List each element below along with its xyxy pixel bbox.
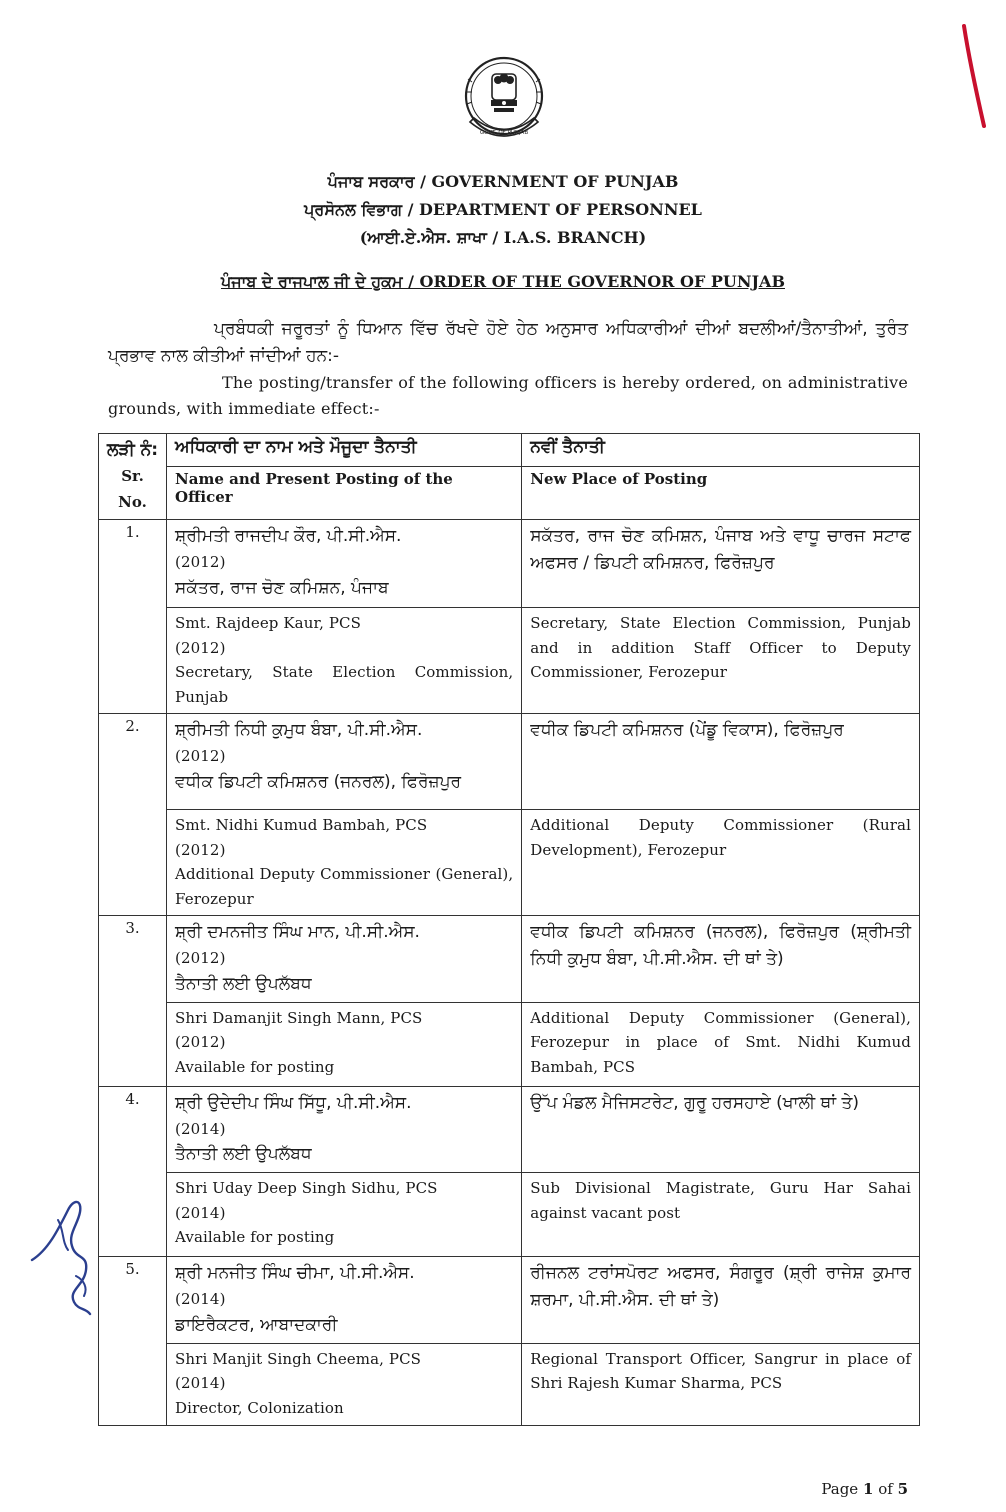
intro-punjabi: ਪ੍ਰਬੰਧਕੀ ਜਰੂਰਤਾਂ ਨੂੰ ਧਿਆਨ ਵਿੱਚ ਰੱਖਦੇ ਹੋਏ ਹੇਠ ਅਨੁਸਾਰ ਅਧਿਕਾਰੀਆਂ ਦੀਆਂ ਬਦਲੀਆਂ/ਤੈਨਾਤੀਆਂ, ਤੁਰੰਤ ਪ੍ਰਭਾਵ ਨਾਲ ਕੀਤੀਆਂ ਜਾਂਦੀਆਂ ਹਨ:- bbox=[108, 319, 908, 366]
new-post-english: Additional Deputy Commissioner (Rural Development), Ferozepur bbox=[530, 816, 911, 859]
officer-batch: (2012) bbox=[175, 553, 226, 571]
row-sr-no: 2. bbox=[99, 714, 167, 916]
present-post-punjabi: ਤੈਨਾਤੀ ਲਈ ਉਪਲੱਬਧ bbox=[175, 973, 312, 994]
new-posting-english bbox=[522, 608, 920, 714]
new-post-punjabi: ਰੀਜਨਲ ਟਰਾਂਸਪੋਰਟ ਅਫਸਰ, ਸੰਗਰੂਰ (ਸ਼੍ਰੀ ਰਾਜੇਸ਼ ਕੁਮਾਰ ਸ਼ਰਮਾ, ਪੀ.ਸੀ.ਐਸ. ਦੀ ਥਾਂ ਤੇ) bbox=[530, 1263, 911, 1310]
officer-batch: (2014) bbox=[175, 1203, 226, 1222]
header-department: ਪ੍ਰਸੋਨਲ ਵਿਭਾਗ / DEPARTMENT OF PERSONNEL bbox=[304, 200, 702, 219]
new-posting-english bbox=[522, 810, 920, 916]
officer-name-punjabi: ਸ਼੍ਰੀ ਮਨਜੀਤ ਸਿੰਘ ਚੀਮਾ, ਪੀ.ਸੀ.ਐਸ. bbox=[175, 1263, 415, 1283]
row-sr-no: 5. bbox=[99, 1257, 167, 1426]
new-post-punjabi: ਉੱਪ ਮੰਡਲ ਮੈਜਿਸਟਰੇਟ, ਗੁਰੂ ਹਰਸਹਾਏ (ਖਾਲੀ ਥਾਂ ਤੇ) bbox=[530, 1092, 859, 1113]
officer-batch: (2014) bbox=[175, 1290, 226, 1308]
table-row bbox=[99, 810, 920, 916]
new-posting-punjabi bbox=[522, 1086, 920, 1173]
present-post-english: Available for posting bbox=[175, 1228, 335, 1246]
header-new-punjabi: ਨਵੀਂ ਤੈਨਾਤੀ bbox=[522, 434, 920, 467]
order-title: ਪੰਜਾਬ ਦੇ ਰਾਜਪਾਲ ਜੀ ਦੇ ਹੁਕਮ / ORDER OF THE GOVERNOR OF PUNJAB bbox=[220, 272, 785, 291]
officer-batch: (2012) bbox=[175, 949, 226, 967]
officer-name-english: Shri Manjit Singh Cheema, PCS bbox=[175, 1349, 422, 1368]
table-row bbox=[99, 608, 920, 714]
officer-batch: (2014) bbox=[175, 1119, 226, 1138]
officer-name-punjabi: ਸ਼੍ਰੀ ਉਦੇਦੀਪ ਸਿੰਘ ਸਿੱਧੂ, ਪੀ.ਸੀ.ਐਸ. bbox=[175, 1092, 412, 1113]
officer-batch: (2012) bbox=[175, 840, 226, 859]
present-posting-english bbox=[167, 1002, 522, 1086]
present-post-english: Additional Deputy Commissioner (General), Ferozepur bbox=[175, 865, 514, 908]
present-post-english: Director, Colonization bbox=[175, 1398, 344, 1417]
page-label: Page bbox=[821, 1480, 859, 1498]
table-row bbox=[99, 1086, 920, 1173]
officer-name-punjabi: ਸ਼੍ਰੀਮਤੀ ਨਿਧੀ ਕੁਮੁਧ ਬੰਬਾ, ਪੀ.ਸੀ.ਐਸ. bbox=[175, 720, 423, 740]
row-sr-no: 1. bbox=[99, 520, 167, 714]
present-post-punjabi: ਡਾਇਰੈਕਟਰ, ਆਬਾਦਕਾਰੀ bbox=[175, 1314, 338, 1335]
present-posting-english bbox=[167, 810, 522, 916]
present-post-punjabi: ਸਕੱਤਰ, ਰਾਜ ਚੋਣ ਕਮਿਸ਼ਨ, ਪੰਜਾਬ bbox=[175, 577, 389, 598]
present-posting-punjabi bbox=[167, 1257, 522, 1344]
table-row bbox=[99, 916, 920, 1003]
present-post-english: Available for posting bbox=[175, 1057, 335, 1076]
present-posting-english bbox=[167, 1173, 522, 1257]
row-sr-no: 3. bbox=[99, 916, 167, 1087]
new-posting-punjabi bbox=[522, 520, 920, 608]
present-posting-punjabi bbox=[167, 714, 522, 810]
new-post-english: Regional Transport Officer, Sangrur in place of Shri Rajesh Kumar Sharma, PCS bbox=[530, 1349, 911, 1392]
officer-name-english: Shri Uday Deep Singh Sidhu, PCS bbox=[175, 1179, 438, 1197]
page-footer bbox=[821, 1480, 908, 1498]
header-new-english: New Place of Posting bbox=[522, 467, 920, 520]
table-row bbox=[99, 520, 920, 608]
present-posting-punjabi bbox=[167, 916, 522, 1003]
new-post-punjabi: ਸਕੱਤਰ, ਰਾਜ ਚੋਣ ਕਮਿਸ਼ਨ, ਪੰਜਾਬ ਅਤੇ ਵਾਧੂ ਚਾਰਜ ਸਟਾਫ ਅਫਸਰ / ਡਿਪਟੀ ਕਮਿਸ਼ਨਰ, ਫਿਰੋਜ਼ਪੁਰ bbox=[530, 526, 911, 573]
header-government: ਪੰਜਾਬ ਸਰਕਾਰ / GOVERNMENT OF PUNJAB bbox=[327, 172, 679, 191]
present-posting-punjabi bbox=[167, 520, 522, 608]
header-sr-no-punjabi: ਲੜੀ ਨੰ: bbox=[107, 440, 159, 460]
new-post-english: Secretary, State Election Commission, Punjab and in addition Staff Officer to Deputy Commissioner, Ferozepur bbox=[530, 614, 911, 681]
row-sr-no: 4. bbox=[99, 1086, 167, 1257]
present-post-punjabi: ਤੈਨਾਤੀ ਲਈ ਉਪਲੱਬਧ bbox=[175, 1144, 312, 1164]
page-number: 1 bbox=[862, 1480, 874, 1498]
header-name-english: Name and Present Posting of the Officer bbox=[167, 467, 522, 520]
present-posting-english bbox=[167, 1343, 522, 1425]
table-row bbox=[99, 714, 920, 810]
handwritten-signature bbox=[28, 1190, 108, 1320]
table-header-row-english bbox=[99, 467, 920, 520]
present-post-punjabi: ਵਧੀਕ ਡਿਪਟੀ ਕਮਿਸ਼ਨਰ (ਜਨਰਲ), ਫਿਰੋਜ਼ਪੁਰ bbox=[175, 771, 462, 792]
header-sr-no-english: Sr. No. bbox=[118, 467, 147, 511]
new-posting-english bbox=[522, 1002, 920, 1086]
page-of-label: of bbox=[878, 1480, 893, 1498]
officer-name-english: Shri Damanjit Singh Mann, PCS bbox=[175, 1008, 423, 1027]
new-post-punjabi: ਵਧੀਕ ਡਿਪਟੀ ਕਮਿਸ਼ਨਰ (ਜਨਰਲ), ਫਿਰੋਜ਼ਪੁਰ (ਸ਼੍ਰੀਮਤੀ ਨਿਧੀ ਕੁਮੁਧ ਬੰਬਾ, ਪੀ.ਸੀ.ਐਸ. ਦੀ ਥਾਂ ਤੇ) bbox=[530, 922, 911, 969]
header-sr-no bbox=[99, 434, 167, 520]
officer-name-punjabi: ਸ਼੍ਰੀ ਦਮਨਜੀਤ ਸਿੰਘ ਮਾਨ, ਪੀ.ਸੀ.ਐਸ. bbox=[175, 922, 420, 942]
new-posting-english bbox=[522, 1343, 920, 1425]
officer-batch: (2012) bbox=[175, 638, 226, 657]
present-posting-english bbox=[167, 608, 522, 714]
new-post-punjabi: ਵਧੀਕ ਡਿਪਟੀ ਕਮਿਸ਼ਨਰ (ਪੇਂਡੂ ਵਿਕਾਸ), ਫਿਰੋਜ਼ਪੁਰ bbox=[530, 720, 844, 740]
officer-name-english: Smt. Nidhi Kumud Bambah, PCS bbox=[175, 816, 428, 834]
intro-english: The posting/transfer of the following officers is hereby ordered, on administrative grounds, with immediate effect:- bbox=[108, 373, 908, 418]
officer-batch: (2012) bbox=[175, 1033, 226, 1051]
state-emblem-icon bbox=[458, 52, 550, 152]
table-row bbox=[99, 1343, 920, 1425]
new-post-english: Additional Deputy Commissioner (General), Ferozepur in place of Smt. Nidhi Kumud Bambah, PCS bbox=[530, 1008, 911, 1076]
header-name-punjabi: ਅਧਿਕਾਰੀ ਦਾ ਨਾਮ ਅਤੇ ਮੌਜੂਦਾ ਤੈਨਾਤੀ bbox=[167, 434, 522, 467]
emblem-caption: GOVT. OF PUNJAB bbox=[479, 130, 529, 136]
new-posting-english bbox=[522, 1173, 920, 1257]
posting-table bbox=[98, 433, 920, 1426]
new-post-english: Sub Divisional Magistrate, Guru Har Sahai against vacant post bbox=[530, 1179, 911, 1222]
officer-batch: (2012) bbox=[175, 747, 226, 765]
present-posting-punjabi bbox=[167, 1086, 522, 1173]
table-header-row-punjabi bbox=[99, 434, 920, 467]
red-pen-mark bbox=[958, 22, 988, 132]
page-total: 5 bbox=[897, 1480, 908, 1498]
table-row bbox=[99, 1257, 920, 1344]
table-row bbox=[99, 1173, 920, 1257]
officer-batch: (2014) bbox=[175, 1374, 226, 1392]
new-posting-punjabi bbox=[522, 916, 920, 1003]
new-posting-punjabi bbox=[522, 1257, 920, 1344]
header-branch: (ਆਈ.ਏ.ਐਸ. ਸ਼ਾਖਾ / I.A.S. BRANCH) bbox=[359, 228, 647, 247]
present-post-english: Secretary, State Election Commission, Punjab bbox=[175, 663, 514, 706]
officer-name-punjabi: ਸ਼੍ਰੀਮਤੀ ਰਾਜਦੀਪ ਕੌਰ, ਪੀ.ਸੀ.ਐਸ. bbox=[175, 526, 402, 546]
new-posting-punjabi bbox=[522, 714, 920, 810]
officer-name-english: Smt. Rajdeep Kaur, PCS bbox=[175, 614, 361, 632]
table-row bbox=[99, 1002, 920, 1086]
